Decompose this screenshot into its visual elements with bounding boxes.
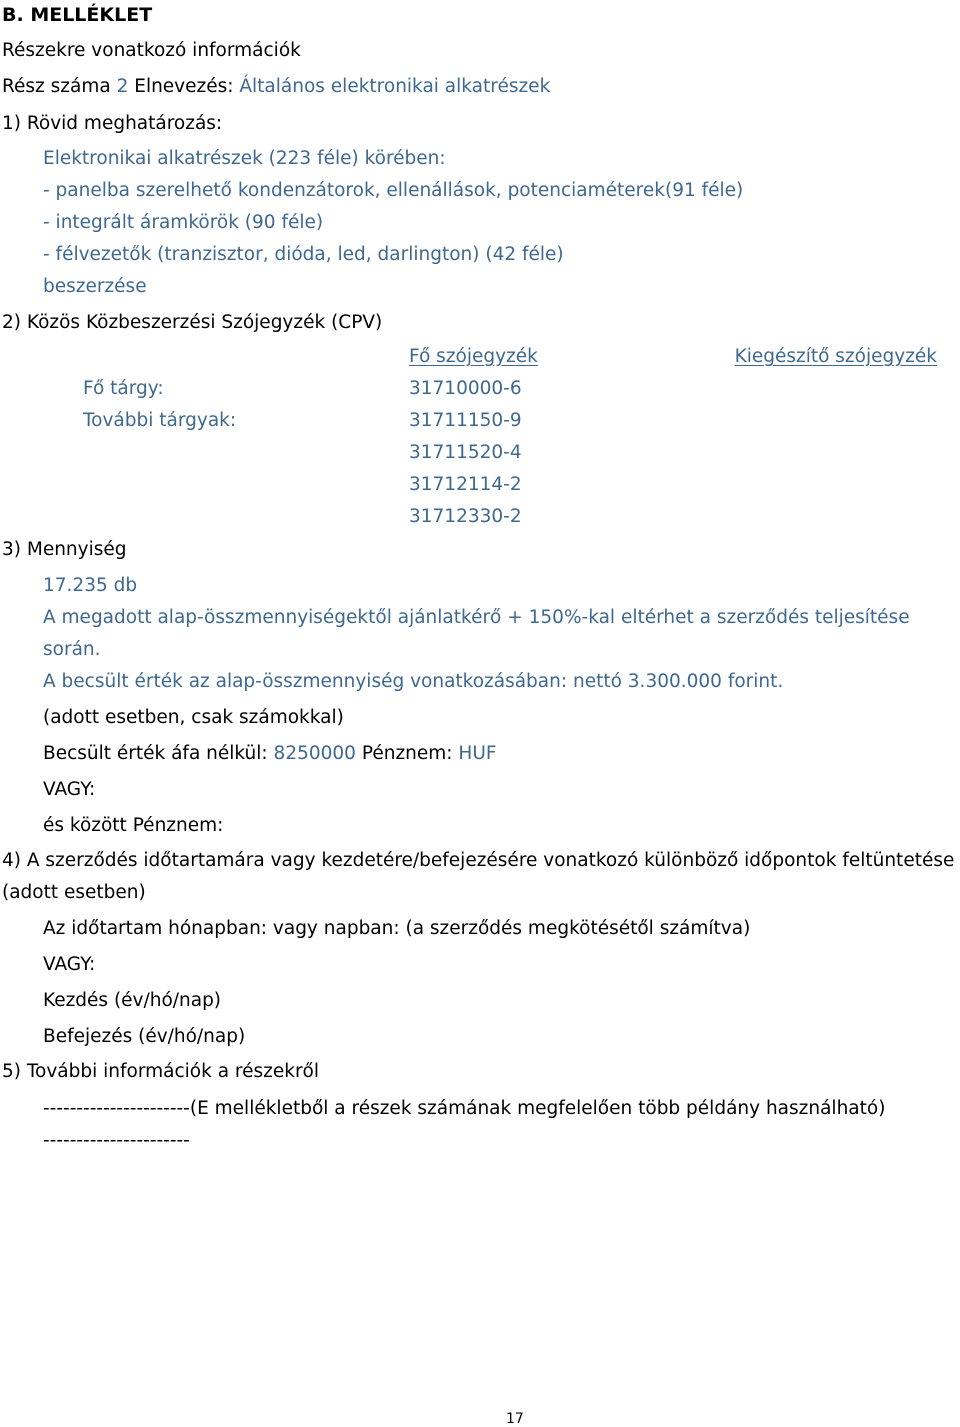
section2-heading: 2) Közös Közbeszerzési Szójegyzék (CPV) [2, 312, 383, 333]
start-date-line: Kezdés (év/hó/nap) [43, 990, 222, 1011]
section4-heading: 4) A szerződés időtartamára vagy kezdetére/befejezésére vonatkozó különböző időpontok feltüntetése [2, 850, 955, 871]
part-number: 2 [116, 76, 129, 97]
currency-label: Pénznem: [361, 743, 453, 764]
annex-title: B. MELLÉKLET [2, 4, 153, 26]
section1-line: - integrált áramkörök (90 féle) [43, 212, 324, 233]
quantity: 17.235 db [43, 575, 138, 596]
cpv-main-code: 31710000-6 [409, 378, 522, 399]
section1-line: Elektronikai alkatrészek (223 féle) körében: [43, 148, 446, 169]
part-name-label: Elnevezés: [134, 76, 234, 97]
quantity-note: A megadott alap-összmennyiségektől ajánlatkérő + 150%-kal eltérhet a szerződés teljesítése [43, 607, 910, 628]
cpv-main-header: Fő szójegyzék [409, 346, 538, 367]
range-currency-line: és között Pénznem: [43, 815, 224, 836]
section1-line: - félvezetők (tranzisztor, dióda, led, darlington) (42 féle) [43, 244, 564, 265]
estimate-note: A becsült érték az alap-összmennyiség vonatkozásában: nettó 3.300.000 forint. [43, 671, 784, 692]
cpv-code: 31712114-2 [409, 474, 522, 495]
cpv-main-label: Fő tárgy: [83, 378, 164, 399]
section1-line: beszerzése [43, 276, 147, 297]
section4-heading-cont: (adott esetben) [2, 882, 146, 903]
section5-note: ----------------------(E mellékletből a részek számának megfelelően több példány használható) [43, 1098, 886, 1119]
estimated-value: 8250000 [273, 743, 356, 764]
duration-line: Az időtartam hónapban: vagy napban: (a szerződés megkötésétől számítva) [43, 918, 751, 939]
cpv-code: 31711520-4 [409, 442, 522, 463]
cpv-more-label: További tárgyak: [83, 410, 237, 431]
or-label: VAGY: [43, 779, 96, 800]
cpv-code: 31711150-9 [409, 410, 522, 431]
section5-separator: ---------------------- [43, 1130, 190, 1151]
part-line [2, 76, 550, 98]
if-applicable-note: (adott esetben, csak számokkal) [43, 707, 344, 728]
currency: HUF [458, 743, 497, 764]
cpv-extra-header: Kiegészítő szójegyzék [734, 346, 937, 367]
cpv-code: 31712330-2 [409, 506, 522, 527]
page-number: 17 [506, 1411, 524, 1427]
estimated-value-label: Becsült érték áfa nélkül: [43, 743, 268, 764]
part-number-label: Rész száma [2, 76, 111, 97]
part-name: Általános elektronikai alkatrészek [239, 76, 551, 97]
section1-line: - panelba szerelhető kondenzátorok, ellenállások, potenciaméterek(91 féle) [43, 180, 744, 201]
estimated-value-line [43, 743, 497, 765]
section5-heading: 5) További információk a részekről [2, 1061, 320, 1082]
end-date-line: Befejezés (év/hó/nap) [43, 1026, 246, 1047]
subtitle: Részekre vonatkozó információk [2, 40, 301, 61]
section1-heading: 1) Rövid meghatározás: [2, 113, 223, 134]
quantity-note-cont: során. [43, 639, 101, 660]
or-label: VAGY: [43, 954, 96, 975]
section3-heading: 3) Mennyiség [2, 539, 127, 560]
